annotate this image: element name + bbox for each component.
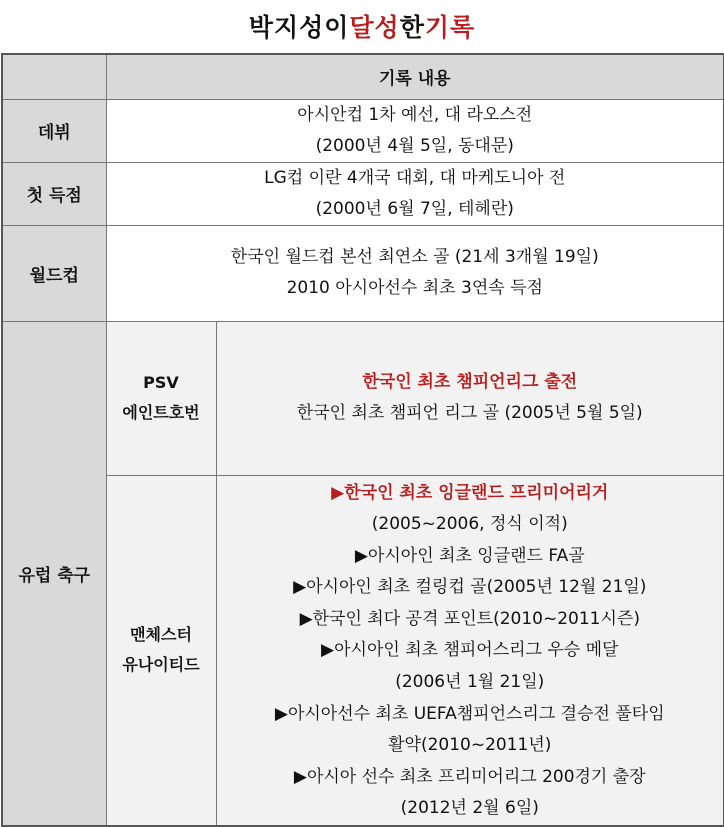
table-header-row: [2, 54, 724, 99]
table-row-debut: [2, 99, 724, 162]
table-row-world-cup: [2, 225, 724, 321]
club-name-psv: [106, 321, 216, 475]
content-line: 아시안컵 1차 예선, 대 라오스전: [297, 104, 533, 125]
content-line: (2000년 6월 7일, 테헤란): [315, 198, 514, 219]
content-line: (2005~2006, 정식 이적): [371, 514, 568, 535]
row-content-debut: [106, 99, 724, 162]
content-line: ▶아시아인 최초 챔피어스리그 우승 메달: [321, 640, 619, 661]
highlight-line: 한국인 최초 챔피언리그 출전: [362, 372, 578, 392]
table-row-first-goal: [2, 162, 724, 225]
club-name-line: 유나이티드: [122, 655, 200, 675]
content-line: (2012년 2월 6일): [400, 798, 539, 819]
title-part-2: 달성: [349, 13, 400, 42]
content-line: 한국인 월드컵 본선 최연소 골 (21세 3개월 19일): [230, 247, 599, 267]
club-name-line: PSV: [143, 373, 179, 392]
content-line: ▶아시아 선수 최초 프리미어리그 200경기 출장: [293, 766, 646, 787]
row-content-psv: [216, 321, 724, 475]
club-name-manutd: [106, 475, 216, 826]
row-content-world-cup: [106, 225, 724, 321]
header-cell: 기록 내용: [106, 54, 724, 99]
table-row-manutd: [2, 475, 724, 826]
row-label-europe: 유럽 축구: [2, 321, 106, 826]
club-name-line: 에인트호번: [122, 403, 200, 422]
record-table: [1, 53, 724, 827]
content-line: ▶한국인 최다 공격 포인트(2010~2011시즌): [299, 608, 640, 629]
title-part-4: 기록: [424, 13, 476, 42]
content-line: 2010 아시아선수 최초 3연속 득점: [286, 278, 543, 298]
content-line: 활약(2010~2011년): [388, 735, 552, 756]
page-title: [0, 0, 724, 52]
content-line: (2006년 1월 21일): [395, 672, 545, 693]
highlight-line: ▶한국인 최초 잉글랜드 프리미어리거: [331, 482, 609, 503]
title-part-1: 박지성이: [248, 13, 350, 42]
row-label-world-cup: 월드컵: [2, 225, 106, 321]
content-line: (2000년 4월 5일, 동대문): [315, 135, 514, 156]
content-line: ▶아시아인 최초 잉글랜드 FA골: [354, 545, 585, 566]
club-name-line: 맨체스터: [130, 625, 192, 645]
row-content-first-goal: [106, 162, 724, 225]
content-line: ▶아시아인 최초 컬링컵 골(2005년 12월 21일): [293, 577, 647, 598]
table-row-psv: [2, 321, 724, 475]
row-content-manutd: [216, 475, 724, 826]
header-corner-cell: [2, 54, 106, 99]
title-part-3: 한: [399, 13, 425, 42]
content-line: 한국인 최초 챔피언 리그 골 (2005년 5월 5일): [296, 403, 643, 423]
content-line: ▶아시아선수 최초 UEFA챔피언스리그 결승전 풀타임: [274, 703, 665, 724]
row-label-first-goal: 첫 득점: [2, 162, 106, 225]
content-line: LG컵 이란 4개국 대회, 대 마케도니아 전: [264, 167, 566, 188]
row-label-debut: 데뷔: [2, 99, 106, 162]
